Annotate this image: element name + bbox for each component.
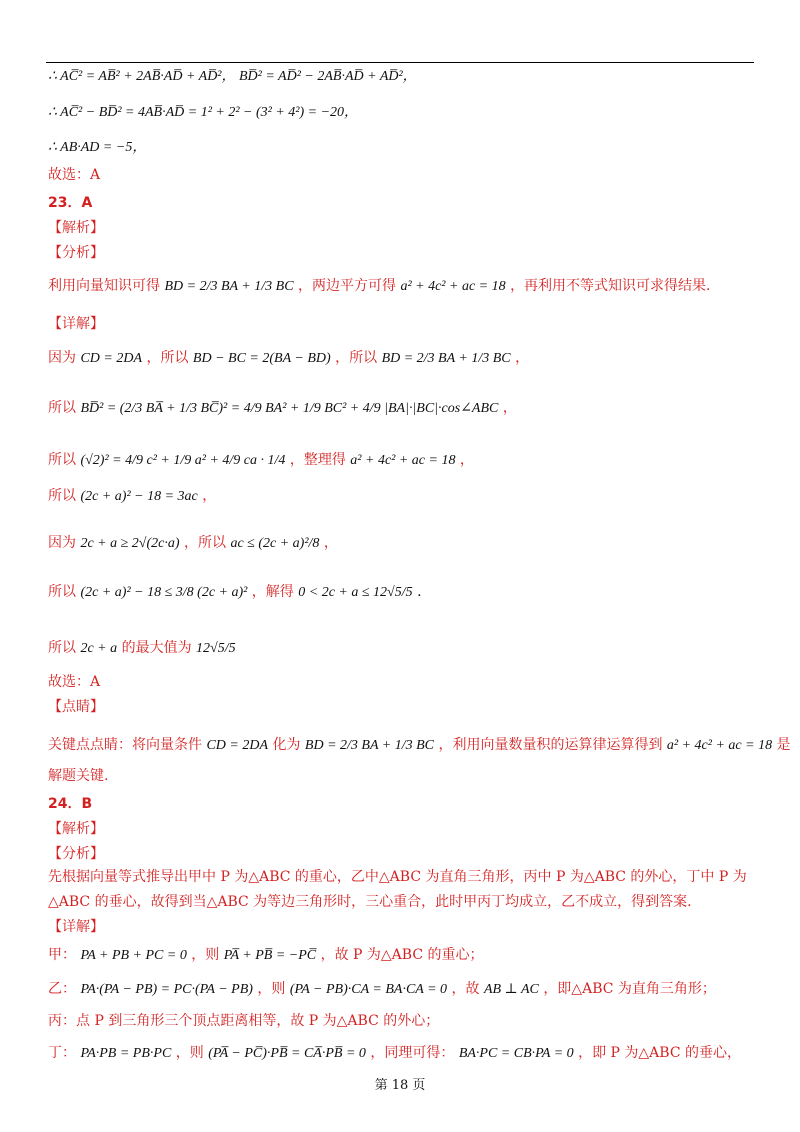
equation: (2c + a)² − 18 = 3ac [80, 489, 198, 504]
text-run: ， [502, 400, 517, 416]
equation: 2c + a [80, 641, 118, 656]
equation: a² + 4c² + ac = 18 [400, 279, 506, 294]
text-run: ， [323, 535, 338, 551]
text-run: ，所以 [146, 350, 189, 366]
equation: (PA̅ − PC̅)·PB̅ = CA̅·PB̅ = 0 [208, 1046, 366, 1061]
equation: BD = 2/3 BA + 1/3 BC [164, 279, 294, 294]
text-run: 的最大值为 [121, 640, 192, 656]
text-run: 因为 [48, 535, 76, 551]
text-line [48, 66, 417, 87]
equation: a² + 4c² + ac = 18 [350, 453, 456, 468]
equation: ac ≤ (2c + a)²/8 [230, 536, 320, 551]
text-line [48, 486, 216, 507]
text-run: ，则 [191, 947, 220, 963]
section-heading: 【分析】 [48, 846, 104, 862]
text-line [48, 450, 474, 471]
section-heading: 【解析】 [48, 220, 104, 236]
text-run: ，再利用不等式知识可求得结果. [510, 278, 711, 294]
text-line [48, 1043, 741, 1064]
equation: (2c + a)² − 18 ≤ 3/8 (2c + a)² [80, 585, 248, 600]
text-line [48, 979, 716, 1000]
text-run: ，则 [257, 981, 286, 997]
text-run: ，两边平方可得 [297, 278, 396, 294]
text-run: ，所以 [183, 535, 226, 551]
text-run: ，即 P 为△ABC 的垂心， [578, 1045, 742, 1061]
equation: PA·(PA − PB) = PC·(PA − PB) [80, 982, 253, 997]
equation: PA̅ + PB̅ = −PC̅ [223, 948, 317, 963]
text-run: 化为 [272, 737, 301, 753]
text-run: 所以 [48, 488, 76, 504]
text-line: 丙：点 P 到三角形三个顶点距离相等，故 P 为△ABC 的外心； [48, 1013, 440, 1029]
equation: BD̅² = (2/3 BA̅ + 1/3 BC̅)² = 4/9 BA² + 1/9 BC² + 4/9 |BA|·|BC|·cos∠ABC [80, 401, 499, 416]
equation: CD = 2DA [206, 738, 269, 753]
text-run: ，故 [451, 981, 480, 997]
equation: PA·PB = PB·PC [80, 1046, 172, 1061]
text-run: 甲： [48, 947, 76, 963]
text-line [48, 276, 711, 297]
text-run: 丁： [48, 1045, 76, 1061]
text-run: 因为 [48, 350, 76, 366]
text-line [48, 638, 236, 659]
text-run: ，故 P 为△ABC 的重心； [320, 947, 484, 963]
equation: (PA − PB)·CA = BA·CA = 0 [289, 982, 448, 997]
equation: ∴ AC̅² − BD̅² = 4AB̅·AD̅ = 1² + 2² − (3² + 4²) = −20， [48, 105, 359, 120]
text-run: 所以 [48, 640, 76, 656]
answer-line: 故选：A [48, 674, 101, 690]
text-run: 所以 [48, 584, 76, 600]
text-run: ，同理可得： [370, 1045, 455, 1061]
text-line: 先根据向量等式推导出甲中 P 为△ABC 的重心，乙中△ABC 为直角三角形，丙中 P 为△ABC 的外心，丁中 P 为 [48, 869, 747, 885]
equation: CD = 2DA [80, 351, 143, 366]
equation: (√2)² = 4/9 c² + 1/9 a² + 4/9 ca · 1/4 [80, 453, 286, 468]
text-line [48, 102, 358, 123]
section-heading: 【详解】 [48, 316, 104, 332]
answer-line: 故选：A [48, 167, 101, 183]
equation: 0 < 2c + a ≤ 12√5/5 [298, 585, 413, 600]
text-run: ，则 [175, 1045, 204, 1061]
equation: ∴ AC̅² = AB̅² + 2AB̅·AD̅ + AD̅²， BD̅² = AD̅² − 2AB̅·AD̅ + AD̅²， [48, 69, 417, 84]
question-number: 23．A [48, 195, 93, 211]
question-number: 24．B [48, 796, 93, 812]
text-run: 所以 [48, 400, 76, 416]
equation: BD = 2/3 BA + 1/3 BC [381, 351, 511, 366]
section-heading: 【分析】 [48, 245, 104, 261]
text-line: △ABC 的垂心，故得到当△ABC 为等边三角形时，三心重合，此时甲丙丁均成立，乙不成立，得到答案. [48, 894, 692, 910]
section-heading: 【点睛】 [48, 699, 104, 715]
text-run: 关键点点睛：将向量条件 [48, 737, 202, 753]
text-run: ，所以 [335, 350, 378, 366]
text-run: 所以 [48, 452, 76, 468]
text-line [48, 582, 422, 603]
text-run: ， [515, 350, 530, 366]
text-line [48, 398, 517, 419]
text-line [48, 735, 791, 756]
section-heading: 【详解】 [48, 919, 104, 935]
text-run: ，解得 [251, 584, 294, 600]
text-run: 利用向量知识可得 [48, 278, 160, 294]
equation: 12√5/5 [196, 641, 236, 656]
text-run: ， [459, 452, 474, 468]
header-rule [46, 62, 754, 63]
text-line [48, 945, 484, 966]
text-line [48, 137, 146, 158]
equation: 2c + a ≥ 2√(2c·a) [80, 536, 180, 551]
equation: AB ⊥ AC [483, 982, 539, 997]
text-run: . [417, 584, 422, 600]
text-run: ， [202, 488, 217, 504]
equation: a² + 4c² + ac = 18 [666, 738, 773, 753]
section-heading: 【解析】 [48, 821, 104, 837]
equation: BD = 2/3 BA + 1/3 BC [304, 738, 434, 753]
text-run: ，即△ABC 为直角三角形； [543, 981, 716, 997]
text-run: ，整理得 [289, 452, 346, 468]
text-line: 解题关键. [48, 768, 109, 784]
equation: ∴ AB·AD = −5， [48, 140, 147, 155]
text-run: ，利用向量数量积的运算律运算得到 [438, 737, 663, 753]
text-line [48, 533, 338, 554]
text-line [48, 348, 529, 369]
equation: BA·PC = CB·PA = 0 [458, 1046, 574, 1061]
text-run: 是 [776, 737, 791, 753]
equation: BD − BC = 2(BA − BD) [192, 351, 331, 366]
text-run: 乙： [48, 981, 76, 997]
equation: PA + PB + PC = 0 [80, 948, 187, 963]
page-number: 第 18 页 [374, 1078, 426, 1093]
